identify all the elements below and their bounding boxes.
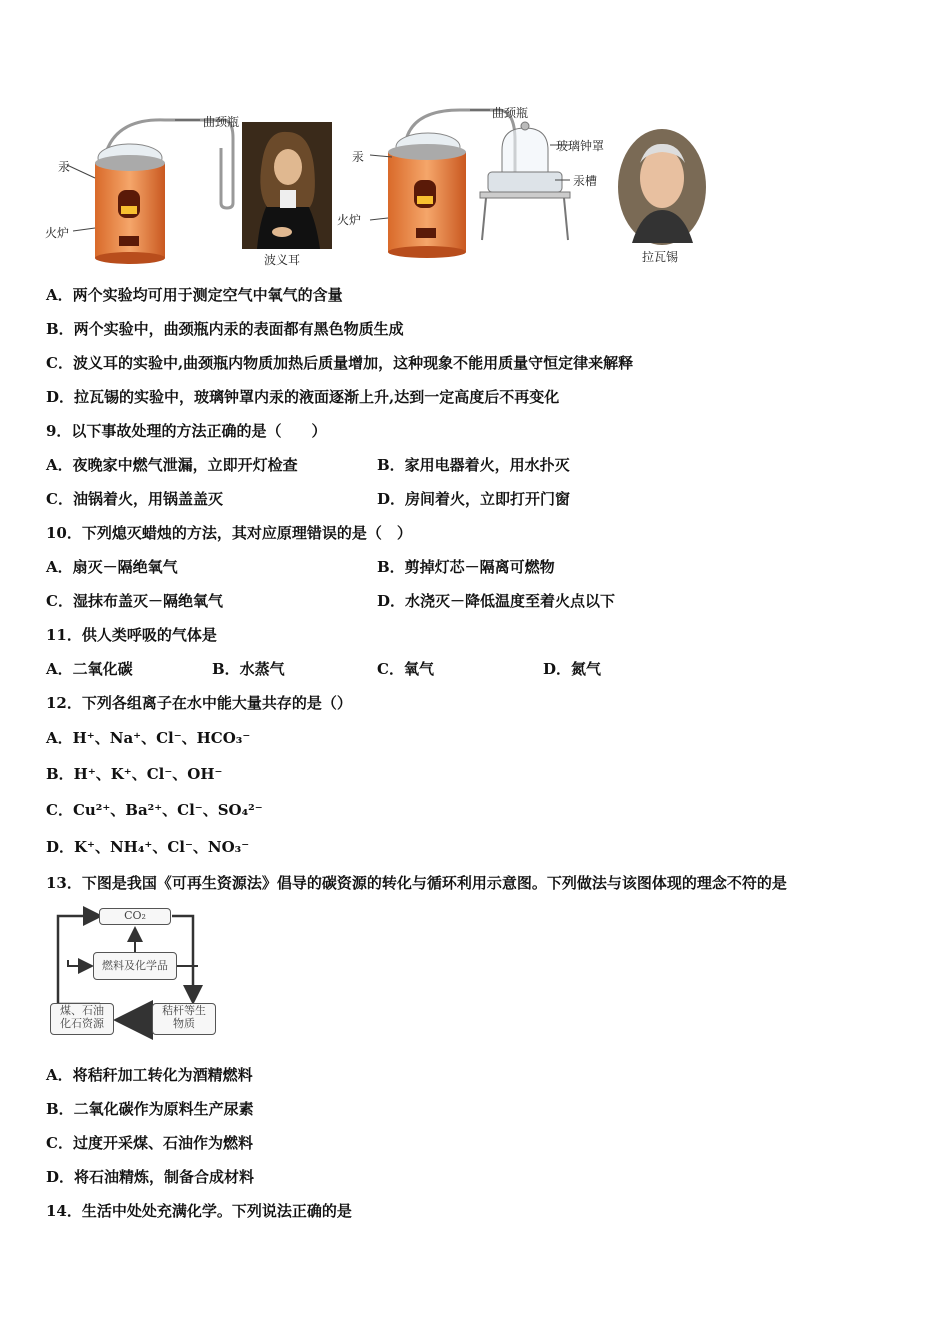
q13-stem: 13．下图是我国《可再生资源法》倡导的碳资源的转化与循环利用示意图。下列做法与该图体现的理念不符的是: [46, 874, 787, 892]
boyle-apparatus-illustration: [55, 108, 245, 268]
boyle-furnace-label: 火炉: [45, 226, 70, 240]
q11-option-d: D．氮气: [543, 660, 602, 678]
lavoisier-trough-label: 汞槽: [573, 174, 598, 188]
q10-option-d: D．水浇灭－降低温度至着火点以下: [377, 592, 616, 610]
lavoisier-name-label: 拉瓦锡: [642, 250, 679, 264]
q10-option-a: A．扇灭－隔绝氧气: [46, 558, 178, 576]
q9-stem: 9．以下事故处理的方法正确的是（ ）: [46, 422, 327, 440]
q8-option-d: D．拉瓦锡的实验中，玻璃钟罩内汞的液面逐渐上升,达到一定高度后不再变化: [46, 388, 560, 406]
straw-biomass-box: 秸杆等生 物质: [152, 1003, 216, 1035]
lavoisier-furnace-label: 火炉: [337, 213, 362, 227]
boyle-name-label: 波义耳: [264, 253, 301, 267]
q12-stem: 12．下列各组离子在水中能大量共存的是（）: [46, 694, 352, 712]
q9-option-a: A．夜晚家中燃气泄漏，立即开灯检查: [46, 456, 298, 474]
q9-option-d: D．房间着火，立即打开门窗: [377, 490, 571, 508]
fossil-resources-box: 煤、石油 化石资源: [50, 1003, 114, 1035]
q8-option-b: B．两个实验中，曲颈瓶内汞的表面都有黑色物质生成: [46, 320, 404, 338]
fuel-chemicals-box: 燃料及化学品: [93, 952, 177, 980]
q13-option-a: A．将秸秆加工转化为酒精燃料: [46, 1066, 253, 1084]
q12-option-c: C．Cu²⁺、Ba²⁺、Cl⁻、SO₄²⁻: [46, 801, 263, 819]
q11-option-b: B．水蒸气: [212, 660, 285, 678]
lavoisier-bell-jar-label: 玻璃钟罩: [556, 139, 605, 153]
q9-option-b: B．家用电器着火，用水扑灭: [377, 456, 570, 474]
q11-stem: 11．供人类呼吸的气体是: [46, 626, 217, 644]
q14-stem: 14．生活中处处充满化学。下列说法正确的是: [46, 1202, 352, 1220]
q10-option-b: B．剪掉灯芯－隔离可燃物: [377, 558, 555, 576]
co2-box: CO₂: [99, 908, 171, 925]
q13-option-b: B．二氧化碳作为原料生产尿素: [46, 1100, 254, 1118]
q12-option-a: A．H⁺、Na⁺、Cl⁻、HCO₃⁻: [46, 729, 251, 747]
q11-option-c: C．氧气: [377, 660, 434, 678]
lavoisier-flask-label: 曲颈瓶: [492, 106, 529, 120]
q9-option-c: C．油锅着火，用锅盖盖灭: [46, 490, 223, 508]
boyle-mercury-label: 汞: [58, 160, 71, 174]
q10-option-c: C．湿抹布盖灭－隔绝氧气: [46, 592, 223, 610]
lavoisier-portrait: [617, 128, 707, 246]
q13-option-d: D．将石油精炼，制备合成材料: [46, 1168, 255, 1186]
q10-stem: 10．下列熄灭蜡烛的方法，其对应原理错误的是（ ）: [46, 524, 412, 542]
q11-option-a: A．二氧化碳: [46, 660, 133, 678]
q8-option-c: C．波义耳的实验中,曲颈瓶内物质加热后质量增加，这种现象不能用质量守恒定律来解释: [46, 354, 634, 372]
boyle-portrait: [242, 122, 332, 249]
lavoisier-apparatus-illustration: [350, 100, 610, 270]
q12-option-b: B．H⁺、K⁺、Cl⁻、OH⁻: [46, 765, 223, 783]
lavoisier-mercury-label: 汞: [352, 150, 365, 164]
q13-option-c: C．过度开采煤、石油作为燃料: [46, 1134, 253, 1152]
q8-option-a: A．两个实验均可用于测定空气中氧气的含量: [46, 286, 343, 304]
boyle-flask-label: 曲颈瓶: [203, 115, 240, 129]
q12-option-d: D．K⁺、NH₄⁺、Cl⁻、NO₃⁻: [46, 838, 250, 856]
